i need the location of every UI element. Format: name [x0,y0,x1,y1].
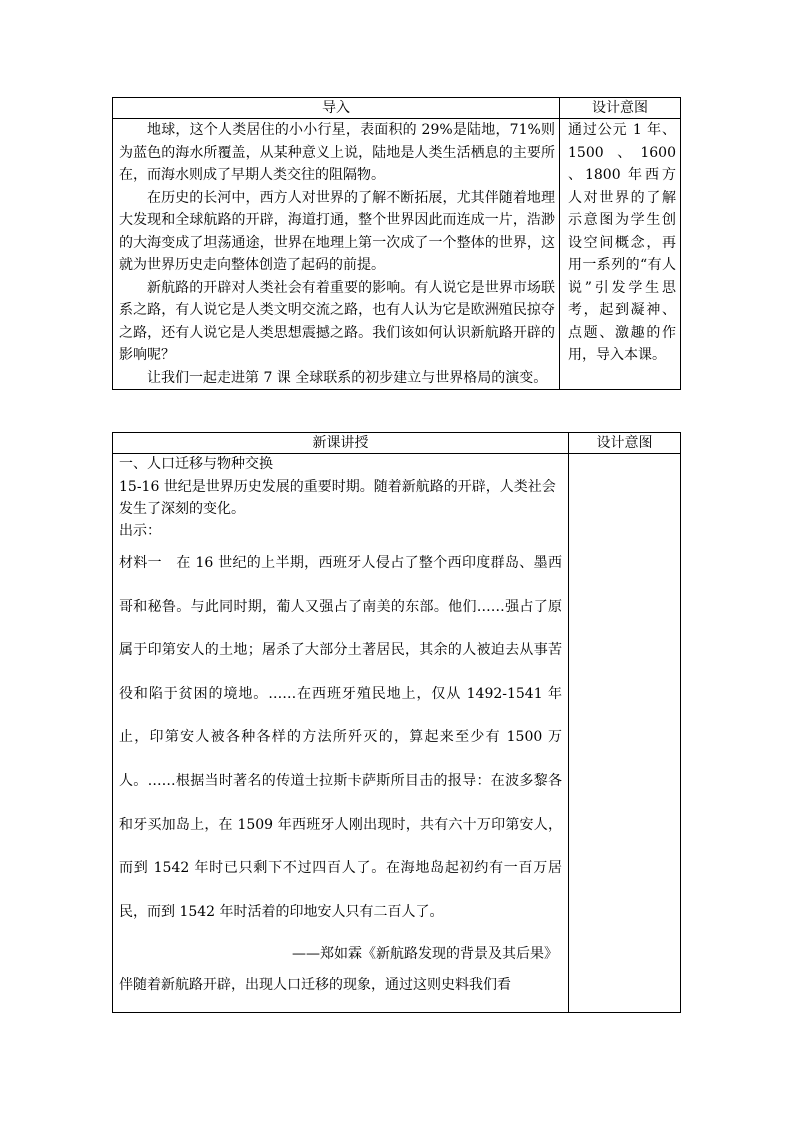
lesson-table [112,432,681,1013]
lesson-content [113,454,569,1013]
lesson-continuation: 伴随着新航路开辟，出现人口迁移的现象，通过这则史料我们看 [119,977,511,994]
intro-paragraph: 让我们一起走进第 7 课 全球联系的初步建立与世界格局的演变。 [147,369,548,386]
intro-paragraph: 地球，这个人类居住的小小行星，表面积的 29%是陆地，71%则为蓝色的海水所覆盖，从某种意义上说，陆地是人类生活栖息的主要所在，而海水则成了早期人类交往的阻隔物。 [119,122,555,183]
design-intent-text: 通过公元 1 年、1500 、1600 、1800 年西方人对世界的了解示意图为学生创设空间概念，再用一系列的“有人说”引发学生思考，起到凝神、点题、激趣的作用，导入本课。 [560,119,681,390]
intro-paragraph: 新航路的开辟对人类社会有着重要的影响。有人说它是世界市场联系之路，有人说它是人类文明交流之路，也有人认为它是欧洲殖民掠夺之路，还有人说它是人类思想震撼之路。我们该如何认识新航路开辟的影响呢？ [119,279,555,363]
design-intent-header: 设计意图 [560,98,681,119]
intro-paragraph: 在历史的长河中，西方人对世界的了解不断拓展，尤其伴随着地理大发现和全球航路的开辟，海道打通，整个世界因此而连成一片，浩渺的大海变成了坦荡通途，世界在地理上第一次成了一个整体的世界，这就为世界历史走向整体创造了起码的前提。 [119,189,555,273]
show-label: 出示： [119,523,161,539]
design-intent-cell [569,454,681,1013]
intro-header: 导入 [113,98,560,119]
design-intent-header: 设计意图 [569,433,681,454]
intro-content [113,119,560,390]
lesson-header: 新课讲授 [113,433,569,454]
lesson-intro: 15-16 世纪是世界历史发展的重要时期。随着新航路的开辟，人类社会发生了深刻的变化。 [119,479,556,517]
intro-table [112,97,681,390]
material-one: 材料一 在 16 世纪的上半期，西班牙人侵占了整个西印度群岛、墨西哥和秘鲁。与此同时期，葡人又强占了南美的东部。他们……强占了原属于印第安人的土地；屠杀了大部分土著居民，其余的人被迫去从事苦役和陷于贫困的境地。……在西班牙殖民地上，仅从 1492-1541 年止，印第安人被各种各样的方法所歼灭的，算起来至少有 1500 万人。……根据当时著名的传道士拉斯卡萨斯所目击的报导：在波多黎各和牙买加岛上，在 1509 年西班牙人刚出现时，共有六十万印第安人，而到 1542 年时已只剩下不过四百人了。在海地岛起初约有一百万居民，而到 1542 年时活着的印地安人只有二百人了。 [119,555,562,920]
section-title: 一、人口迁移与物种交换 [119,456,273,472]
material-source: ——郑如霖《新航路发现的背景及其后果》 [292,946,558,963]
